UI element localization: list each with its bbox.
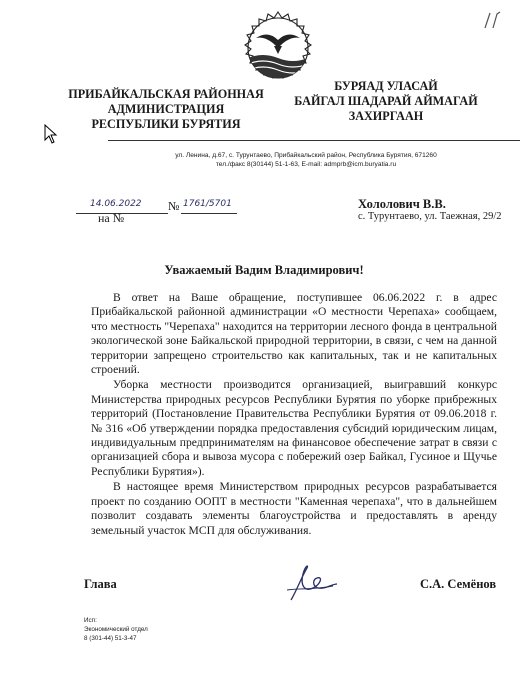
org-name-line: БУРЯАД УЛАСАЙ <box>334 79 438 93</box>
executor-phone: 8 (301-44) 51-3-47 <box>84 635 137 642</box>
handwritten-corner-mark <box>481 10 505 32</box>
org-name-buryat <box>282 79 490 124</box>
org-name-russian <box>60 87 272 132</box>
district-emblem-icon <box>238 8 318 86</box>
salutation: Уважаемый Вадим Владимирович! <box>164 263 364 277</box>
executor-block <box>84 616 148 643</box>
signatory-name: С.А. Семёнов <box>420 577 497 591</box>
mouse-cursor-icon <box>44 124 58 144</box>
signatory-title: Глава <box>84 577 117 591</box>
org-contact-block <box>100 151 512 169</box>
org-name-line: ЗАХИРГААН <box>348 109 424 123</box>
outgoing-number: 1761/5701 <box>183 199 232 209</box>
body-paragraph: В ответ на Ваше обращение, поступившее 06.06.2022 г. в адрес Прибайкальской районной администрации «О местности Черепаха» сообщаем, что местность "Черепаха" находится на территории лесного фонда в центральной экологической зоне Байкальской природной территории, в связи, с чем на данной территории запрещено строительство как капитальных, так и не капитальных строений. <box>91 291 497 377</box>
executor-department: Экономический отдел <box>84 626 148 633</box>
header-divider <box>108 140 520 141</box>
org-phone-email: тел./факс 8(30144) 51-1-63, E-mail: admprb@icm.buryatia.ru <box>215 161 397 168</box>
body-paragraph: Уборка местности производится организацией, выигравший конкурс Министерства природных ресурсов Республики Бурятия по уборке прибрежных территорий (Постановление Правительства Республики Бурятия от 09.06.2018 г. № 316 «Об утверждении порядка предоставления субсидий юридическим лицам, индивидуальным предпринимателям на финансовое обеспечение затрат в связи с организацией сбора и вывоза мусора с побережий озер Байкал, Гусиное и Щучье Республики Бурятия»). <box>91 378 497 478</box>
incoming-number-label: на № <box>98 211 125 225</box>
org-name-line: БАЙГАЛ ШАДАРАЙ АЙМАГАЙ <box>294 94 478 108</box>
executor-label: Исп: <box>84 617 97 624</box>
letter-body <box>91 291 497 539</box>
outgoing-number-field <box>181 199 237 214</box>
org-name-line: РЕСПУБЛИКИ БУРЯТИЯ <box>91 117 241 131</box>
body-paragraph: В настоящее время Министерством природных ресурсов разрабатывается проект по созданию ООПТ в местности "Каменная черепаха", что в дальнейшем позволит создавать элементы благоустройства и предоставлять в аренду земельный участок МСП для обслуживания. <box>91 480 497 537</box>
recipient-name: Хололович В.В. <box>358 197 446 211</box>
org-name-line: ПРИБАЙКАЛЬСКАЯ РАЙОННАЯ <box>68 87 264 101</box>
org-address: ул. Ленина, д.67, с. Турунтаево, Прибайкальский район, Республика Бурятия, 671260 <box>175 152 437 159</box>
recipient-address: с. Турунтаево, ул. Таежная, 29/2 <box>358 211 502 222</box>
org-name-line: АДМИНИСТРАЦИЯ <box>107 102 225 116</box>
outgoing-date: 14.06.2022 <box>90 199 142 209</box>
outgoing-number-label: № <box>168 199 180 213</box>
handwritten-signature <box>283 560 341 606</box>
